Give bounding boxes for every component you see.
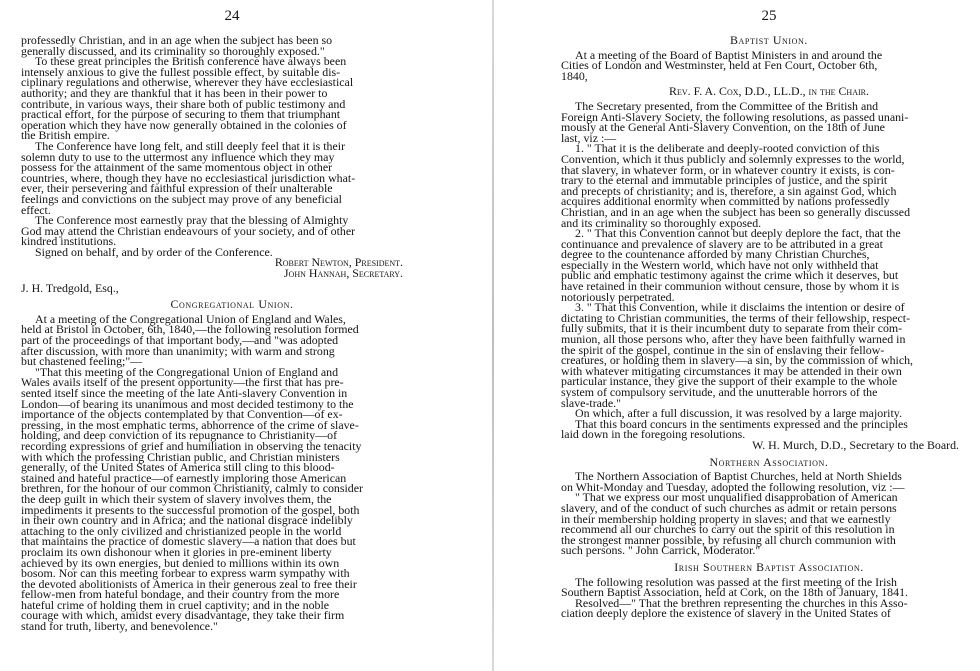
text-line: with whatever mitigating circumstances it may be attended in their own [561,363,902,378]
text-line: 2. " That this Convention cannot but deeply deplore the fact, that the [575,226,901,241]
text-line: authority; and they are thankful that it has been in their power to [21,85,328,100]
text-line: possess for the attainment of the same momentous object in other [21,160,333,175]
text-line: attaching to the only civilized and christianized people in the world [21,523,342,538]
text-line: notoriously perpetrated. [561,289,675,304]
text-line: with which the professing Christian public, and Christian ministers [21,449,340,464]
text-line: generally, of the United States of America still cling to this blood- [21,460,335,475]
text-line: Resolved—" That the brethren representing the churches in this Asso- [575,595,908,610]
text-line: The Conference most earnestly pray that the blessing of Almighty [35,213,349,228]
right-text-block-d [561,574,977,621]
text-line: To these great principles the British conference have always been [35,54,347,69]
text-line: proclaim its own dishonour when it glories in pre-eminent liberty [21,544,332,559]
left-page [21,0,443,632]
text-line: slavery, and of the conduct of such churches as admit or retain persons [561,500,897,515]
text-line: At a meeting of the Board of Baptist Ministers in and around the [575,47,883,62]
text-line: professedly Christian, and in an age when the subject has been so [21,33,333,47]
text-line: "That this meeting of the Congregational Union of England and [35,364,339,379]
text-line: ever, their persevering and faithful expression of their unalterable [21,181,333,196]
text-line: holding, and deep conviction of its repugnance to Christianity—of [21,428,338,443]
text-line: continuance and prevalence of slavery are to be attributed in a great [561,236,883,251]
text-line: laid down in the foregoing resolutions. [561,427,746,442]
left-text-block-a [21,35,443,257]
text-line: countries, where, though they have no ecclesiastical jurisdiction what- [21,170,356,185]
text-line: trary to the eternal and immutable principles of justice, and the spirit [561,173,888,188]
text-line: last, viz :— [561,130,617,145]
right-text-block-c [561,471,977,556]
text-line: part of the proceedings of that important body,—and "was adopted [21,333,339,348]
text-line: 1840, [561,68,588,83]
text-line: kindred institutions. [21,234,117,249]
text-line: 3. " That this Convention, while it disclaims the intention or desire of [575,300,905,315]
text-line: London—of bearing its unanimous and most decided testimony to the [21,396,354,411]
section-heading: Irish Southern Baptist Association. [674,559,864,574]
left-text [21,35,443,632]
text-line: brethren, for the honour of our common Christianity, calmly to consider [21,481,363,496]
text-line: fully submits, that it is their incumbent duty to separate from their com- [561,321,903,336]
text-line: degree to the countenance afforded by many Christian Churches, [561,247,870,262]
text-line: On which, after a full discussion, it was resolved by a large majority. [575,406,902,421]
addressee: J. H. Tredgold, Esq., [21,280,119,295]
text-line: and precepts of christianity; and is, therefore, a sin against God, which [561,183,897,198]
text-line: recording expressions of grief and humiliation in observing the tenacity [21,438,362,453]
text-line: the strongest manner possible, by refusing all church communion with [561,532,896,547]
text-line: courage with which, amidst every disadvantage, they take their firm [21,608,345,623]
text-line: creatures, or holding them in slavery—a sin, by the commission of which, [561,353,914,368]
text-line: The following resolution was passed at the first meeting of the Irish [575,574,897,589]
text-line: system of compulsory servitude, and the unutterable horrors of the [561,385,878,399]
text-line: held at Bristol in October, 6th, 1840,—the following resolution formed [21,322,359,337]
text-line: At a meeting of the Congregational Union of England and Wales, [35,311,346,326]
text-line: That this board concurs in the sentiments expressed and the principles [575,416,908,431]
text-line: slave-trade." [561,395,621,410]
section-heading: Northern Association. [709,454,829,469]
text-line: contribute, in various ways, their share both of public testimony and [21,96,346,111]
text-line: on Whit-Monday and Tuesday, adopted the following resolution, viz :— [561,479,905,494]
text-line: stand for truth, liberty, and benevolence." [21,619,218,634]
text-line: Cities of London and Westminster, held at Fen Court, October 6th, [561,58,878,73]
right-text [561,35,977,619]
text-line: impediments it presents to the successful promotion of the gospel, both [21,502,360,517]
text-line: sented itself since the meeting of the late Anti-slavery Convention in [21,386,348,400]
text-line: The Secretary presented, from the Committee of the British and [575,98,879,113]
text-line: The Northern Association of Baptist Churches, held at North Shields [575,469,902,484]
text-line: Foreign Anti-Slavery Society, the following resolutions, as passed unani- [561,109,909,124]
text-line: the devoted abolitionists of America in their generous zeal to free their [21,576,357,591]
text-line: stained and hateful practice—of earnestly imploring those American [21,470,347,485]
text-line: but chastened feeling;"— [21,354,143,369]
text-line: practical effort, for the purpose of securing to them that triumphant [21,107,341,122]
text-line: operation which they have now generally obtained in the colonies of [21,117,347,132]
text-line: God may attend the Christian endeavours of your society, and of other [21,223,356,238]
right-page [561,0,977,619]
text-line: the deep guilt in which their system of slavery involves them, the [21,491,332,506]
right-text-block-a [561,47,977,83]
page-number: 25 [761,8,777,24]
text-line: after discussion, with more than unanimity; with warm and strong [21,343,335,358]
text-line: Signed on behalf, and by order of the Conference. [35,244,273,259]
text-line: that slavery, in whatever form, or in whatever country it exists, is con- [561,162,895,177]
text-line: munion, all those persons who, after they have been faithfully warned in [561,332,906,347]
text-line: bosom. Nor can this meeting forbear to express warm sympathy with [21,566,350,581]
text-line: " That we express our most unqualified disapprobation of American [575,490,898,505]
text-line: dictating to Christian communities, the terms of their fellowship, respect- [561,310,911,325]
text-line: feelings and convictions on the subject may prove of any beneficial [21,191,342,206]
text-line: mously at the General Anti-Slavery Convention, on the 18th of June [561,120,885,135]
text-line: particular instance, they give the support of their example to the whole [561,374,898,389]
text-line: public and emphatic testimony against the crime which it deserves, but [561,268,899,283]
text-line: 1. " That it is the deliberate and deeply-rooted conviction of this [575,141,880,156]
left-text-block-b [21,311,443,634]
signature-president: Robert Newton, President. [274,255,403,270]
text-line: the spirit of the gospel, continue in the sin of enslaving their fellow- [561,342,885,357]
text-line: that maintains the practice of domestic slavery—a nation that does but [21,534,356,549]
text-line: acquires additional enormity when committed by nations professedly [561,194,890,209]
text-line: Southern Baptist Association, held at Cork, on the 18th of January, 1841. [561,585,908,600]
text-line: recommend all our churches to carry out the spirit of this resolution in [561,522,895,537]
text-line: in their membership holding property in slaves; and that we earnestly [561,511,891,526]
text-line: achieved by its own energies, but denied to millions within its own [21,555,340,570]
text-line: in their own country and in Africa; and the national disgrace indelibly [21,513,353,528]
text-line: importance of the objects contemplated by that Convention—of ex- [21,407,343,422]
section-heading: Congregational Union. [170,297,294,312]
right-text-block-b [561,98,977,442]
text-line: and its criminality so thoroughly exposed. [561,215,762,230]
chair-line: Rev. F. A. Cox, D.D., LL.D., in the Chair. [669,84,869,99]
text-line: generally discussed, and its criminality so thoroughly exposed." [21,43,325,58]
text-line: hateful crime of holding them in cruel captivity; and in the noble [21,597,330,612]
text-line: ciation deeply deplore the existence of slavery in the United States of [561,606,891,621]
text-line: solemn duty to use to the uttermost any influence which they may [21,149,335,164]
signature-secretary: W. H. Murch, D.D., Secretary to the Board. [752,437,959,452]
text-line: especially in the Western world, which have not only withheld that [561,257,879,272]
text-line: have retained in their communion without censure, those by whom it is [561,279,900,294]
page-gutter [492,0,494,671]
text-line: ciplinary regulations and otherwise, wherever they have ecclesiastical [21,75,354,90]
text-line: fellow-men from hateful bondage, and their country from the more [21,587,340,602]
text-line: intensely anxious to give the fullest possible effect, by suitable dis- [21,64,341,79]
text-line: pressing, in the most emphatic terms, abhorrence of the crime of slave- [21,417,359,432]
text-line: Christian, and in an age when the subject has been so generally discussed [561,204,911,219]
text-line: Convention, which it thus publicly and solemnly expresses to the world, [561,151,905,166]
section-heading: Baptist Union. [730,33,808,47]
text-line: the British empire. [21,128,110,143]
signature-secretary: John Hannah, Secretary. [283,266,403,281]
page-number: 24 [224,8,240,24]
text-line: such persons. " John Carrick, Moderator." [561,543,761,558]
text-line: effect. [21,202,51,217]
text-line: Wales avails itself of the present opportunity—the first that has pre- [21,375,344,390]
text-line: The Conference have long felt, and still deeply feel that it is their [35,138,346,153]
